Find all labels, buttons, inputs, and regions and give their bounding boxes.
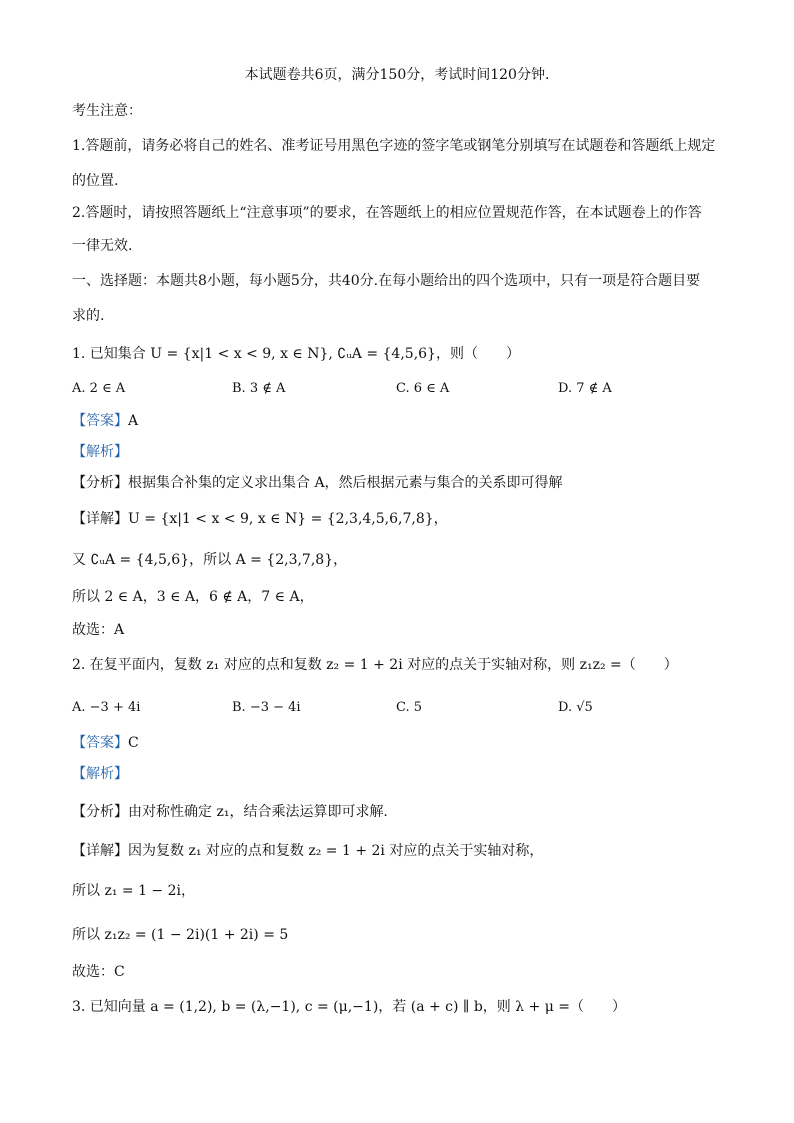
question-1-answer	[72, 412, 138, 430]
detail-text: U = {x|1 < x < 9, x ∈ N} = {2,3,4,5,6,7,8}，	[128, 511, 448, 527]
question-2-answer	[72, 734, 139, 752]
question-2-analysis	[72, 803, 388, 821]
analysis-tag: 【分析】	[72, 804, 128, 820]
answer-tag: 【答案】	[72, 413, 128, 429]
question-1-option-b: B. 3 ∉ A	[232, 381, 286, 396]
answer-tag: 【答案】	[72, 735, 128, 751]
analysis-tag: 【分析】	[72, 475, 128, 491]
answer-value: C	[128, 735, 139, 751]
question-2-choice: 故选：C	[72, 964, 125, 980]
question-2-detail	[72, 842, 543, 860]
question-1-option-a: A. 2 ∈ A	[72, 381, 126, 396]
question-1-step-3: 所以 2 ∈ A，3 ∈ A，6 ∉ A，7 ∈ A，	[72, 589, 314, 605]
notice-item-2-cont: 一律无效.	[72, 238, 133, 254]
answer-value: A	[128, 413, 139, 429]
question-2-step-3: 所以 z₁z₂ = (1 − 2i)(1 + 2i) = 5	[72, 927, 289, 943]
question-2-option-c: C. 5	[396, 700, 423, 715]
analysis-text: 根据集合补集的定义求出集合 A，然后根据元素与集合的关系即可得解	[128, 475, 563, 491]
section-heading-cont: 求的.	[72, 308, 105, 324]
question-1-choice: 故选：A	[72, 622, 125, 638]
question-2-stem: 2. 在复平面内，复数 z₁ 对应的点和复数 z₂ = 1 + 2i 对应的点关于实轴对称，则 z₁z₂ =（ ）	[72, 657, 678, 673]
question-2-jiexi: 【解析】	[72, 766, 128, 782]
question-1-stem: 1. 已知集合 U = {x|1 < x < 9, x ∈ N}, ∁ᵤA = {4,5,6}，则（ ）	[72, 346, 520, 362]
question-2-option-a: A. −3 + 4i	[72, 700, 141, 715]
notice-title: 考生注意：	[72, 103, 142, 119]
question-1-step-2: 又 ∁ᵤA = {4,5,6}，所以 A = {2,3,7,8}，	[72, 552, 348, 568]
question-1-analysis	[72, 474, 563, 492]
question-1-option-c: C. 6 ∈ A	[396, 381, 450, 396]
question-2-option-b: B. −3 − 4i	[232, 700, 301, 715]
question-1-detail	[72, 510, 448, 528]
question-3-stem: 3. 已知向量 a = (1,2), b = (λ,−1), c = (μ,−1)，若 (a + c) ∥ b，则 λ + μ =（ ）	[72, 999, 627, 1015]
detail-text: 因为复数 z₁ 对应的点和复数 z₂ = 1 + 2i 对应的点关于实轴对称，	[128, 843, 544, 859]
question-2-option-d: D. √5	[558, 700, 593, 715]
exam-header: 本试题卷共6页，满分150分，考试时间120分钟.	[244, 67, 550, 83]
analysis-text: 由对称性确定 z₁，结合乘法运算即可求解.	[128, 804, 388, 820]
notice-item-1: 1.答题前，请务必将自己的姓名、准考证号用黑色字迹的签字笔或钢笔分别填写在试题卷和答题纸上规定	[72, 138, 716, 154]
section-heading: 一、选择题：本题共8小题，每小题5分，共40分.在每小题给出的四个选项中，只有一项是符合题目要	[72, 273, 701, 289]
question-1-option-d: D. 7 ∉ A	[558, 381, 612, 396]
detail-tag: 【详解】	[72, 843, 128, 859]
question-2-step-2: 所以 z₁ = 1 − 2i，	[72, 883, 195, 899]
detail-tag: 【详解】	[72, 511, 128, 527]
notice-item-1-cont: 的位置.	[72, 173, 119, 189]
question-1-jiexi: 【解析】	[72, 444, 128, 460]
notice-item-2: 2.答题时，请按照答题纸上“注意事项”的要求，在答题纸上的相应位置规范作答，在本试题卷上的作答	[72, 205, 702, 221]
